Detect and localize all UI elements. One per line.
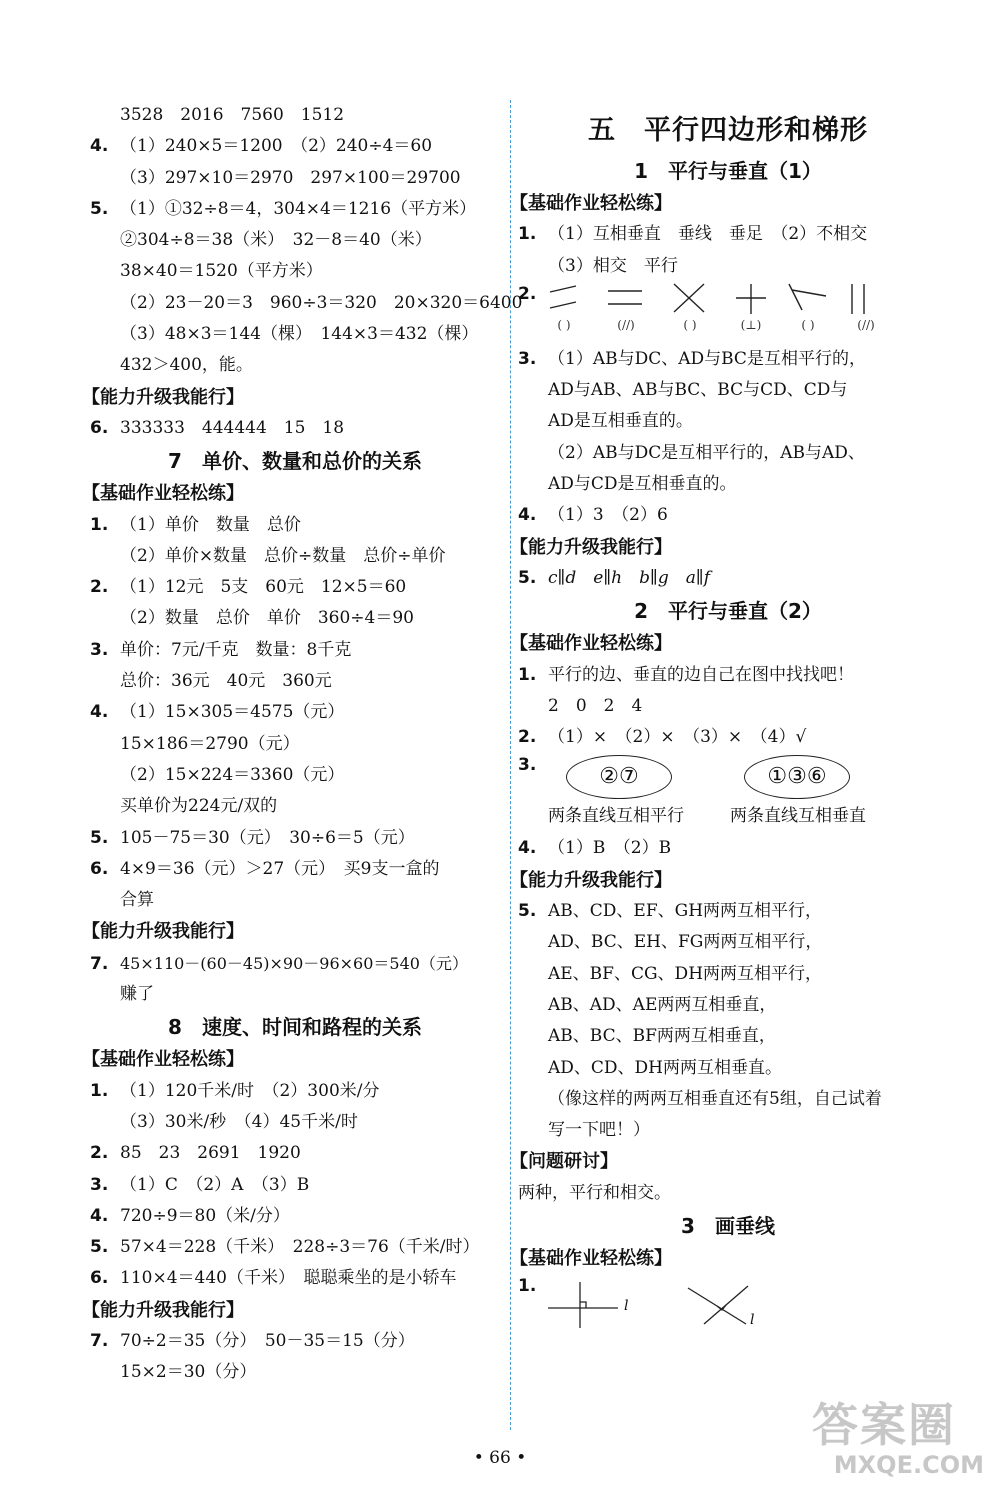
answer-line: （1）× （2）× （3）× （4）√ <box>548 727 807 748</box>
oval-caption: 两条直线互相垂直 <box>730 806 866 827</box>
answer-line: 合算 <box>120 890 154 911</box>
watermark <box>812 1400 992 1495</box>
section-heading: 【能力升级我能行】 <box>510 869 672 891</box>
answer-line: AE、BF、CG、DH两两互相平行， <box>548 963 823 984</box>
answer-line: AB、BC、BF两两互相垂直， <box>548 1026 776 1047</box>
answer-line: （1）B （2）B <box>548 838 672 859</box>
answer-line: 3528 2016 7560 1512 <box>120 105 345 125</box>
answer-line: 买单价为224元/双的 <box>120 796 278 817</box>
answer-line: （1）互相垂直 垂线 垂足 （2）不相交 <box>548 224 868 245</box>
question-number: 4. <box>90 702 109 723</box>
page-number: • 66 • <box>473 1448 527 1468</box>
answer-line: 单价：7元/千克 数量：8千克 <box>120 639 352 660</box>
answer-line: 平行的边、垂直的边自己在图中找找吧！ <box>548 664 854 685</box>
answer-line: （1）12元 5支 60元 12×5＝60 <box>120 577 407 598</box>
oval-caption: 两条直线互相平行 <box>548 806 684 827</box>
section-heading: 【基础作业轻松练】 <box>82 1049 244 1071</box>
answer-line: 57×4＝228（千米） 228÷3＝76（千米/时） <box>120 1237 480 1258</box>
relation-symbol: (//) <box>617 317 635 332</box>
answer-line: 15×2＝30（分） <box>120 1362 257 1383</box>
answer-line: 总价：36元 40元 360元 <box>120 671 332 692</box>
answer-line: （1）①32÷8＝4，304×4＝1216（平方米） <box>120 198 477 219</box>
section-heading: 【能力升级我能行】 <box>82 1299 244 1321</box>
answer-line: AD与CD是互相垂直的。 <box>548 474 737 495</box>
answer-line: 4×9＝36（元）＞27（元） 买9支一盒的 <box>120 858 440 879</box>
section-heading: 【基础作业轻松练】 <box>510 193 672 214</box>
question-number: 2. <box>90 577 109 598</box>
answer-line: AD、CD、DH两两互相垂直。 <box>548 1057 782 1078</box>
line-pairs-diagram <box>544 282 884 318</box>
question-number: 5. <box>90 198 109 219</box>
line-pair-5-a <box>789 284 802 310</box>
question-number: 5. <box>90 1237 109 1258</box>
section-heading: 【基础作业轻松练】 <box>510 633 672 655</box>
perpendicular-drawing <box>544 1274 804 1330</box>
answer-line: （3）297×10＝2970 297×100＝29700 <box>120 167 461 188</box>
section-heading: 【问题研讨】 <box>510 1151 618 1173</box>
answer-line: 432＞400，能。 <box>120 355 253 376</box>
answer-line: 85 23 2691 1920 <box>120 1143 301 1164</box>
lesson-title: 2 平行与垂直（2） <box>634 599 822 624</box>
question-number: 2. <box>90 1143 109 1164</box>
question-number: 5. <box>90 827 109 848</box>
answer-line: （2）数量 总价 单价 360÷4＝90 <box>120 608 414 629</box>
section-heading: 【基础作业轻松练】 <box>82 483 244 505</box>
column-divider <box>510 100 511 1430</box>
answer-line: AB、CD、EF、GH两两互相平行， <box>548 901 823 922</box>
right-angle-mark <box>580 1302 586 1308</box>
question-number: 3. <box>518 755 537 776</box>
chapter-title: 五 平行四边形和梯形 <box>588 115 868 146</box>
answer-line: 45×110－(60－45)×90－96×60＝540（元） <box>120 953 468 973</box>
section-heading: 【能力升级我能行】 <box>82 921 244 943</box>
question-number: 7. <box>90 953 109 974</box>
answer-line: 赚了 <box>120 984 154 1005</box>
question-number: 4. <box>90 1205 109 1226</box>
answer-line: 2 0 2 4 <box>548 695 643 716</box>
question-number: 4. <box>518 838 537 859</box>
question-number: 1. <box>90 1080 109 1101</box>
lesson-title: 1 平行与垂直（1） <box>634 159 822 183</box>
answer-line: 333333 444444 15 18 <box>120 417 345 438</box>
answer-line: 写一下吧！） <box>548 1120 650 1141</box>
question-number: 3. <box>518 348 537 369</box>
line-pair-1-a <box>550 286 576 292</box>
question-number: 5. <box>518 901 537 922</box>
lesson-title: 8 速度、时间和路程的关系 <box>168 1015 422 1040</box>
line-pairs-figure <box>518 282 938 344</box>
question-number: 2. <box>518 727 537 748</box>
section-heading: 【能力升级我能行】 <box>82 386 244 408</box>
question-number: 1. <box>518 224 537 245</box>
oval-classification-figure <box>518 753 938 833</box>
answer-line: 两种，平行和相交。 <box>518 1182 671 1203</box>
question-number: 2. <box>518 283 537 304</box>
question-number: 4. <box>518 505 537 526</box>
answer-line: （1）3 （2）6 <box>548 505 668 526</box>
question-number: 3. <box>90 639 109 660</box>
parallel-oval: ②⑦ <box>566 755 672 799</box>
answer-line: 70÷2＝35（分） 50－35＝15（分） <box>120 1330 415 1351</box>
answer-line: （3）48×3＝144（棵） 144×3＝432（棵） <box>120 324 479 345</box>
answer-line: （2）15×224＝3360（元） <box>120 764 345 785</box>
answer-line: （2）单价×数量 总价÷数量 总价÷单价 <box>120 545 446 566</box>
line-pair-1-b <box>550 302 576 308</box>
answer-line: ②304÷8＝38（米） 32－8＝40（米） <box>120 230 432 251</box>
answer-line: c∥d e∥h b∥g a∥f <box>548 567 711 588</box>
question-number: 6. <box>90 1268 109 1289</box>
answer-line: （像这样的两两互相垂直还有5组，自己试着 <box>548 1088 882 1109</box>
answer-line: AB、AD、AE两两互相垂直， <box>548 994 777 1015</box>
right-angle-mark <box>717 1305 726 1310</box>
section-heading: 【基础作业轻松练】 <box>510 1248 672 1270</box>
relation-symbol: ( ) <box>683 317 697 332</box>
perpendicular-oval: ①③⑥ <box>744 755 850 799</box>
line-label: l <box>624 1298 629 1315</box>
answer-line: AD与AB、AB与BC、BC与CD、CD与 <box>548 380 848 401</box>
answer-line: （1）15×305＝4575（元） <box>120 702 345 723</box>
question-number: 4. <box>90 136 109 157</box>
right-column <box>510 100 938 1334</box>
question-number: 5. <box>518 567 537 588</box>
answer-line: （1）C （2）A （3）B <box>120 1174 310 1195</box>
relation-symbol: ( ) <box>557 317 571 332</box>
answer-line: AD是互相垂直的。 <box>548 411 693 432</box>
watermark-logo: 答案圈 <box>812 1398 956 1452</box>
lesson-title: 7 单价、数量和总价的关系 <box>168 449 422 474</box>
question-number: 1. <box>518 1276 537 1297</box>
relation-symbol: ( ) <box>801 317 815 332</box>
answer-line: （1）AB与DC、AD与BC是互相平行的， <box>548 348 866 369</box>
question-number: 1. <box>518 664 537 685</box>
answer-line: （1）240×5＝1200 （2）240÷4＝60 <box>120 136 433 157</box>
answer-line: 110×4＝440（千米） 聪聪乘坐的是小轿车 <box>120 1268 457 1289</box>
answer-line: 15×186＝2790（元） <box>120 733 300 754</box>
lesson-title: 3 画垂线 <box>681 1214 775 1239</box>
relation-symbol: (⊥) <box>740 317 762 332</box>
answer-line: 38×40＝1520（平方米） <box>120 261 323 282</box>
question-number: 6. <box>90 417 109 438</box>
answer-line: （3）30米/秒 （4）45千米/时 <box>120 1111 358 1132</box>
question-number: 3. <box>90 1174 109 1195</box>
answer-line: （2）23－20＝3 960÷3＝320 20×320＝6400 <box>120 292 523 313</box>
answer-line: （1）120千米/时 （2）300米/分 <box>120 1080 380 1101</box>
answer-line: （1）单价 数量 总价 <box>120 514 301 535</box>
left-column <box>82 100 523 1389</box>
answer-line: 720÷9＝80（米/分） <box>120 1205 290 1226</box>
answer-line: 105－75＝30（元） 30÷6＝5（元） <box>120 827 415 848</box>
perpendicular-figure <box>518 1274 938 1334</box>
line-pair-5-b <box>792 290 826 296</box>
answer-line: AD、BC、EH、FG两两互相平行， <box>548 932 823 953</box>
line-label: l <box>750 1312 755 1329</box>
answer-line: （2）AB与DC是互相平行的，AB与AD、 <box>548 442 865 463</box>
question-number: 1. <box>90 514 109 535</box>
relation-symbol: (//) <box>857 317 875 332</box>
watermark-url: MXQE.COM <box>833 1451 984 1479</box>
question-number: 6. <box>90 858 109 879</box>
section-heading: 【能力升级我能行】 <box>510 536 672 558</box>
answer-line: （3）相交 平行 <box>548 255 678 276</box>
question-number: 7. <box>90 1330 109 1351</box>
